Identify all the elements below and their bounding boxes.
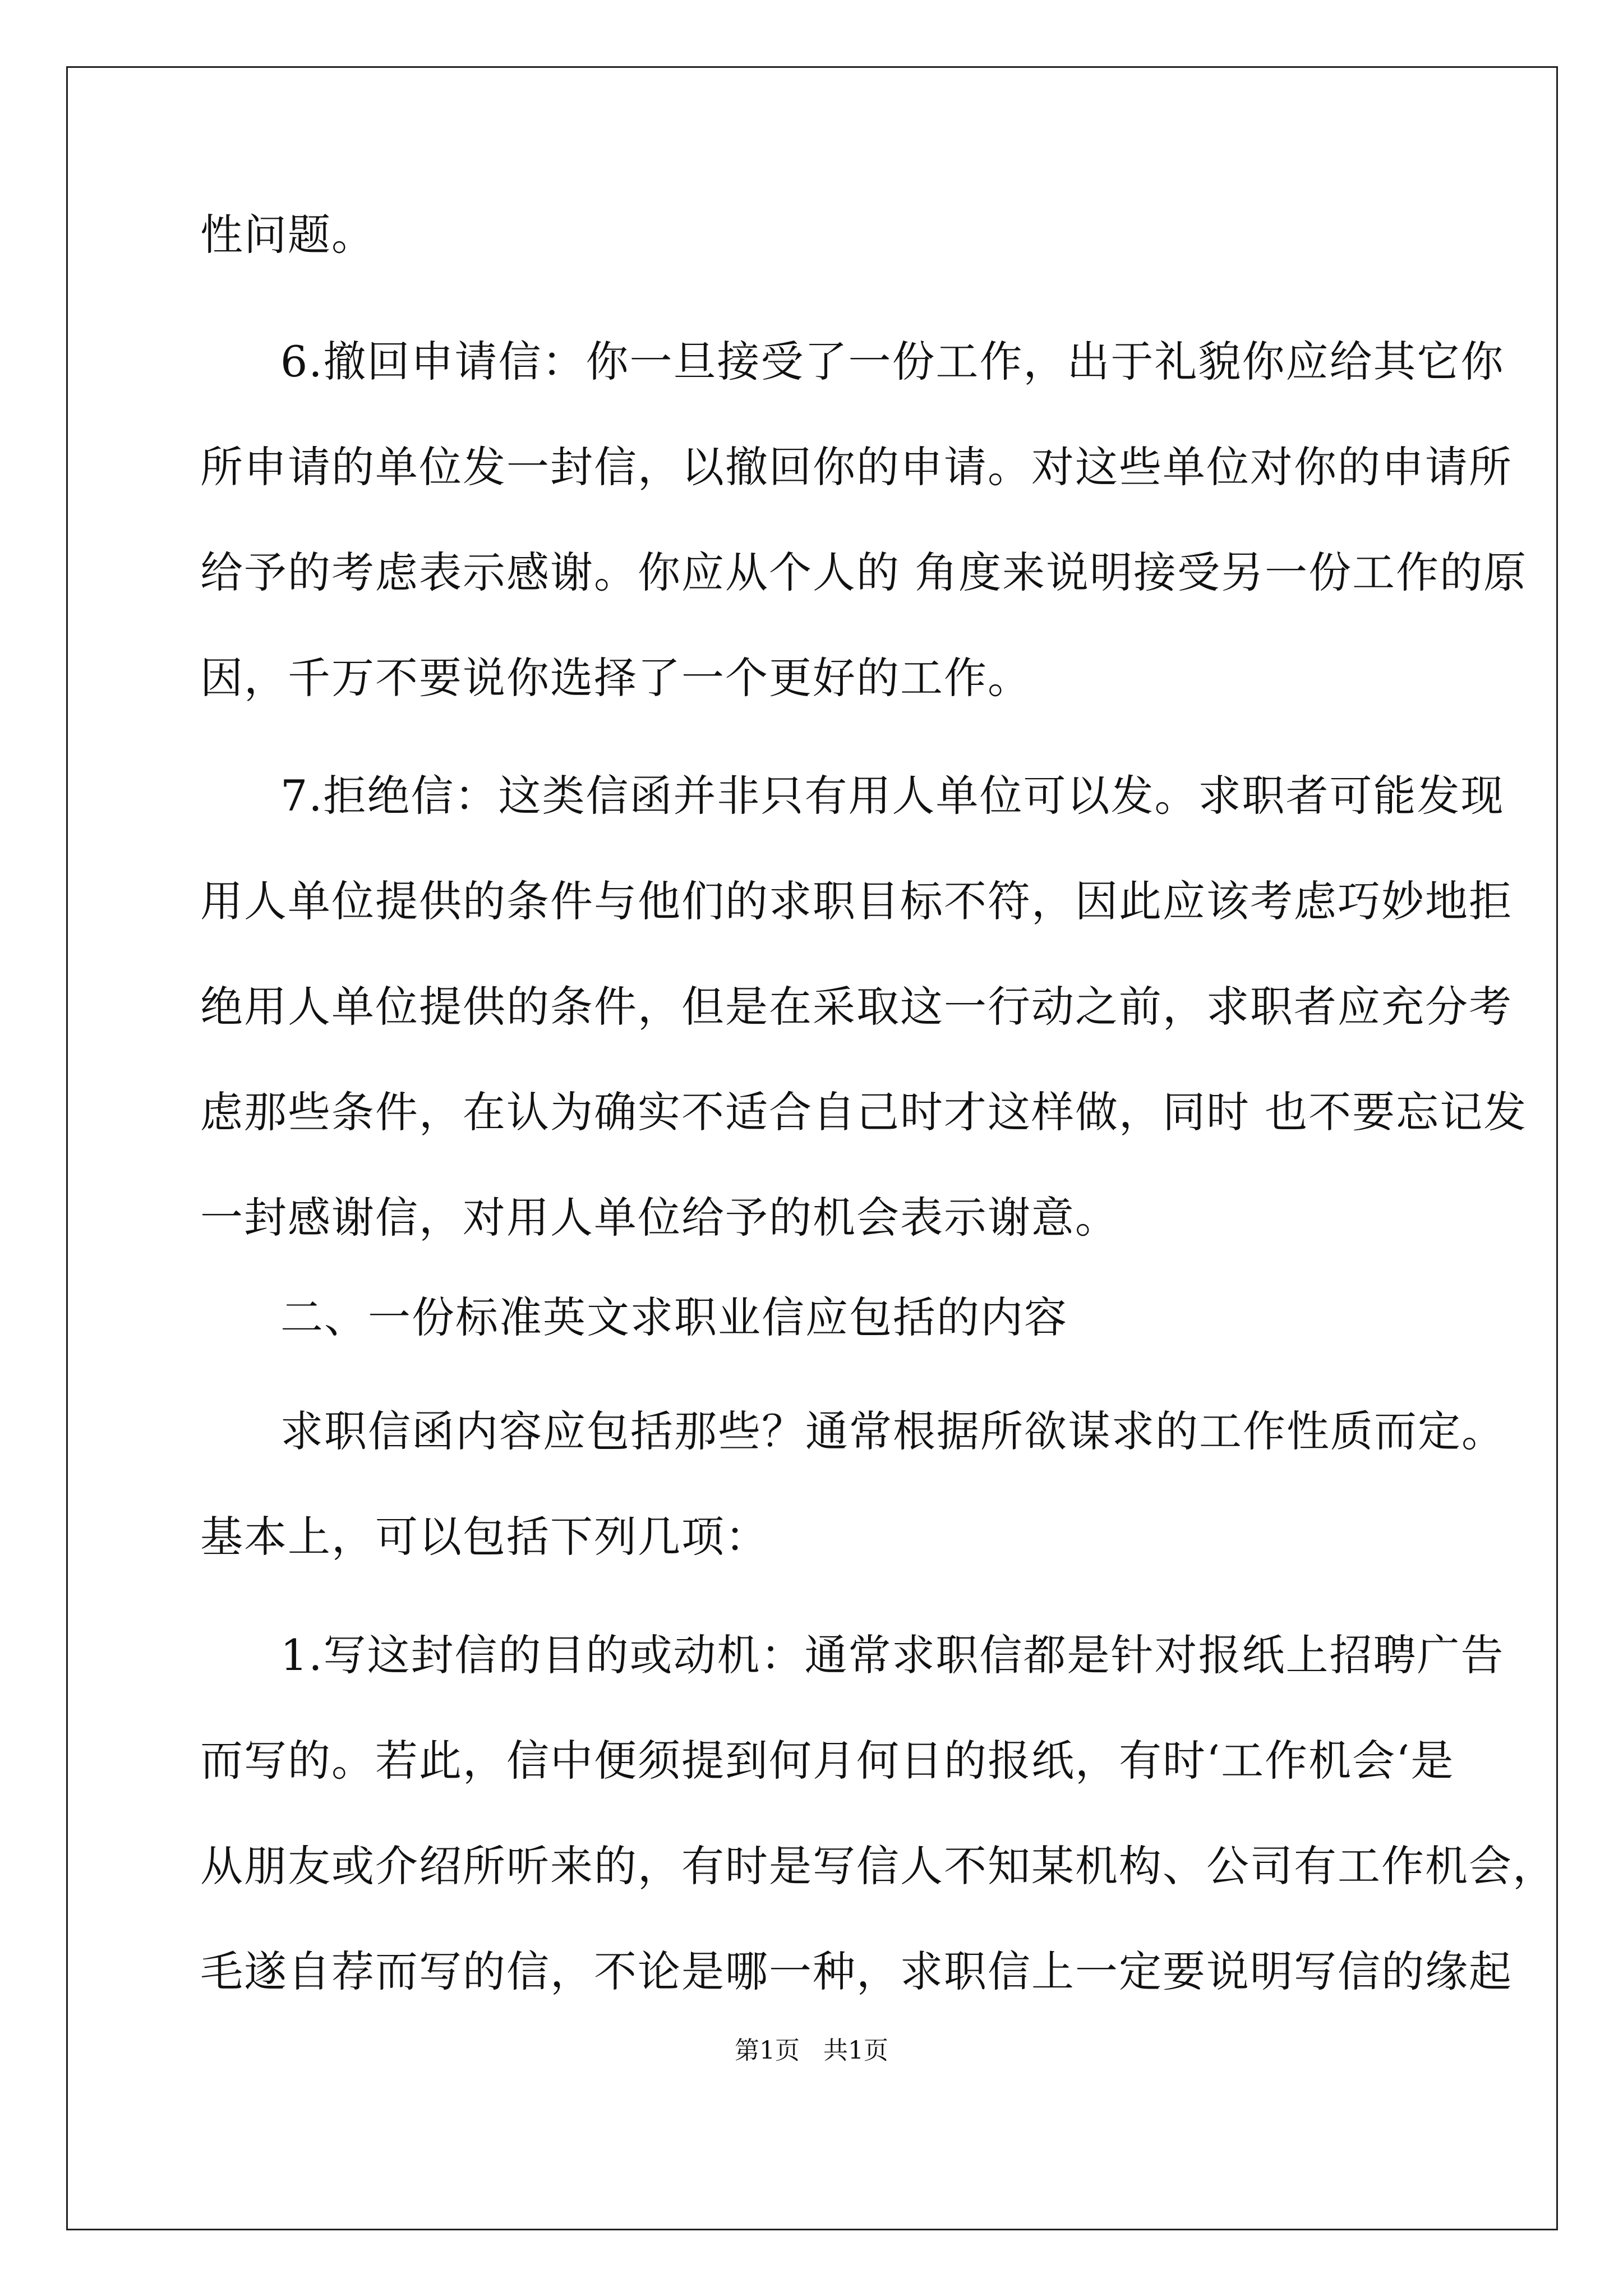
paragraph-line: 1.写这封信的目的或动机：通常求职信都是针对报纸上招聘广告 [280, 1630, 1505, 1680]
body-line: 性问题。 [200, 210, 375, 260]
body-line: 所申请的单位发一封信，以撤回你的申请。对这些单位对你的申请所 [200, 442, 1513, 492]
body-line: 因，千万不要说你选择了一个更好的工作。 [200, 653, 1031, 703]
paragraph-line: 求职信函内容应包括那些？通常根据所欲谋求的工作性质而定。 [280, 1406, 1505, 1456]
paragraph-line: 7.拒绝信：这类信函并非只有用人单位可以发。求职者可能发现 [280, 771, 1505, 821]
body-line: 绝用人单位提供的条件，但是在采取这一行动之前，求职者应充分考 [200, 982, 1513, 1032]
body-line: 虑那些条件，在认为确实不适合自己时才这样做，同时 也不要忘记发 [200, 1087, 1528, 1137]
body-line: 一封感谢信，对用人单位给予的机会表示谢意。 [200, 1193, 1119, 1243]
body-line: 毛遂自荐而写的信，不论是哪一种，求职信上一定要说明写信的缘起 [200, 1947, 1513, 1996]
paragraph-line: 6.撤回申请信：你一旦接受了一份工作，出于礼貌你应给其它你 [280, 337, 1505, 386]
body-line: 用人单位提供的条件与他们的求职目标不符，因此应该考虑巧妙地拒 [200, 876, 1513, 926]
body-line: 而写的。若此，信中便须提到何月何日的报纸，有时‘工作机会‘是 [200, 1736, 1455, 1786]
section-heading: 二、一份标准英文求职业信应包括的内容 [280, 1292, 1068, 1342]
page-border [66, 66, 1558, 2230]
page-number-footer: 第1页 共1页 [735, 2036, 888, 2065]
body-line: 从朋友或介绍所听来的，有时是写信人不知某机构、公司有工作机会， [200, 1841, 1556, 1891]
body-line: 基本上，可以包括下列几项： [200, 1512, 769, 1562]
body-line: 给予的考虑表示感谢。你应从个人的 角度来说明接受另一份工作的原 [200, 547, 1528, 597]
